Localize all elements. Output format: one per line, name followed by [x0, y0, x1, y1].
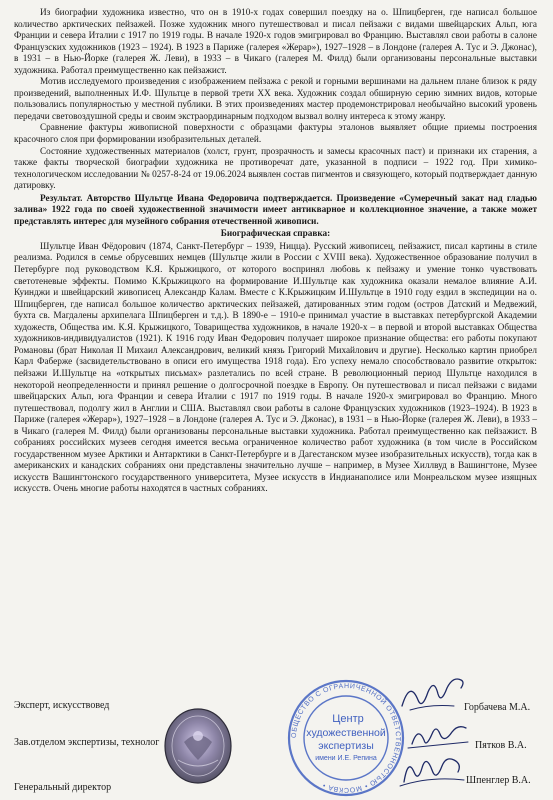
- stamp-line-3: экспертизы: [318, 740, 374, 752]
- stamp-ring-text: ОБЩЕСТВО С ОГРАНИЧЕННОЙ ОТВЕТСТВЕННОСТЬЮ • МОСКВА •: [290, 682, 402, 794]
- deputy-label: Зав.отделом экспертизы, технолог: [14, 737, 160, 748]
- hologram-sticker-icon: [162, 706, 234, 786]
- paragraph-result: [14, 194, 537, 229]
- paragraph-motif: Мотив исследуемого произведения с изображением пейзажа с рекой и горными вершинами на дальнем плане близок к ряду произведений, выполненных И.Ф. Шультце в первой трети XX века. Художник создал обширную серию зимних видов, которые пользовались популярностью у местной публики. В этих произведениях мастер продемонстрировал необычайно высокий уровень передачи световоздушной среды и своим экстраординарным подходом вызвал волну интереса к этому жанру.: [14, 77, 537, 122]
- result-text: Авторство Шультце Ивана Федоровича подтверждается. Произведение «Сумеречный закат над гладью залива» 1922 года по своей художественной значимости имеет антикварное и коллекционное значение, а также может представлять интерес для музейного собрания отечественной живописи.: [14, 193, 538, 227]
- expert-name: Горбачева М.А.: [464, 702, 531, 713]
- stamp-line-1: Центр: [332, 713, 364, 725]
- paragraph-materials: Состояние художественных материалов (холст, грунт, прозрачность и замесы красочных паст) и признаки их старения, а также факты творческой биографии художника не противоречат дате, указанной в подписи – 1922 год. При химико-технологическом исследовании № 0257-8-24 от 19.06.2024 выявлен состав пигментов и связующего, который подтверждает данную датировку.: [14, 146, 537, 192]
- director-label: Генеральный директор: [14, 782, 112, 793]
- paragraph-texture: Сравнение фактуры живописной поверхности с образцами фактуры эталонов выявляет общие приемы построения красочного слоя при формировании изобразительных деталей.: [14, 123, 537, 146]
- deputy-signature-icon: [406, 718, 476, 754]
- expert-signature-icon: [398, 676, 468, 718]
- result-label: Результат.: [40, 193, 83, 204]
- expert-label: Эксперт, искусствовед: [14, 700, 110, 711]
- paragraph-bio: Шультце Иван Фёдорович (1874, Санкт-Петербург – 1939, Ницца). Русский живописец, пейзажист, писал картины в стиле реализма. Родился в семье обрусевших немцев (Шультце жили в России с XVIII века). Художественное образование получил в Петербурге под руководством К.Я. Крыжицкого, от которого воспринял любовь к пейзажу и умение тонко чувствовать светотеневые эффекты. Помимо К.Крыжицкого на формирование И.Шультце как художника оказали немалое влияние А.И. Куинджи и швейцарский живописец Александр Калам. Вместе с К.Крыжицким И.Шультце в 1910 году ездил в экспедиции на о. Шпицберген, где написал большое количество арктических пейзажей, датированных этим годом (остров Датский и Медвежий, бухта св. Магдалены архипелага Шпицберген и т.д.). В 1890-е – 1910-е принимал участие в выставках петербургской Академии художеств, Общества им. К.Я. Крыжицкого, Товарищества художников, в начале 1920-х – в первой и второй выставках Общества художников-индивидуалистов (1921). К 1916 году Иван Федорович получает широкое признание общества: его работы покупают Романовы (брат Николая II Михаил Александрович, великий князь Григорий Михайлович и другие). Несколько картин приобрел Карл Фаберже (засвидетельствовано в описи его имущества 1918 года). Его успеху немало способствовало развитие открыток: пейзажи И.Шультце на «открытых письмах» разлетались по всей стране. В революционный период Шультце находился в некоторой неопределенности и принял решение о долгосрочной поездке в Европу. Он путешествовал и писал пейзажи с видами швейцарских Альп, юга Франции и севера Италии с 1917 по 1919 годы. В начале 1920-х эмигрировал во Францию. Много путешествовал, подолгу жил в Англии и США. Выставлял свои работы в салоне Французских художников (1923–1924). В 1923 в Париже (галерея «Жерар»), 1927–1928 – в Лондоне (галерея А. Тус и Э. Джонас), в 1931 – в Нью-Йорке (галерея Ж. Леви), в 1933 – в Чикаго (галерея М. Филд) были организованы персональные выставки художника. Работал преимущественно как пейзажист. В собраниях российских музеев сегодня имеется весьма ограниченное количество работ художника (в том числе в Российском государственном музее Арктики и Антарктики в Санкт-Петербурге и в Дагестанском музее изобразительных искусств), тогда как в американских и канадских собраниях они представлены значительно лучше – например, в Музее Хиллвуд в Вашингтоне, Музее искусств Вашингтонского государственного университета, Музее искусств в Индианаполисе или Монреальском музее изящных искусств. Очень многие работы находятся в частных собраниях.: [14, 241, 537, 495]
- director-name: Шпенглер В.А.: [466, 775, 531, 786]
- director-signature-icon: [396, 752, 472, 792]
- paragraph-biography-intro: Из биографии художника известно, что он в 1910-х годах совершил поездку на о. Шпицберген, где написал большое количество арктических пейзажей. Позже художник много путешествовал и писал пейзажи с видами швейцарских Альп, юга Франции и севера Италии с 1917 по 1919 годы. В начале 1920-х годов эмигрировал во Францию. Выставлял свои работы в салоне Французских художников (1923 – 1924). В 1923 в Париже (галерея «Жерар»), 1927–1928 – в Лондоне (галерея А. Тус и Э. Джонас), в 1931 – в Нью-Йорке (галерея Ж. Леви), в 1933 – в Чикаго (галерея М. Филд) были организованы персональные выставки художника. Работал преимущественно как пейзажист.: [14, 8, 537, 76]
- stamp-line-2: художественной: [306, 727, 386, 739]
- deputy-name: Пятков В.А.: [475, 740, 527, 751]
- organization-stamp-icon: [286, 678, 406, 798]
- stamp-line-4: имени И.Е. Репина: [315, 755, 377, 762]
- bio-heading: Биографическая справка:: [220, 229, 331, 240]
